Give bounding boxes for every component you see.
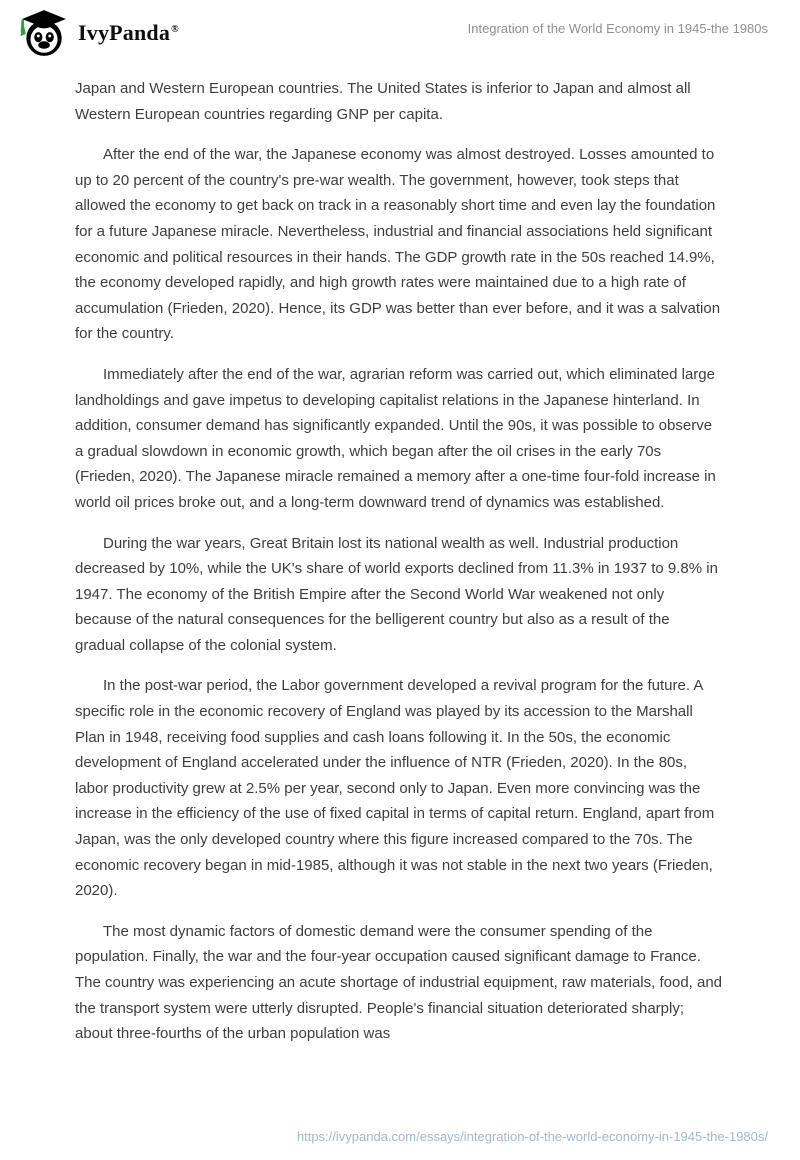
- document-title: Integration of the World Economy in 1945-the 1980s: [467, 21, 768, 36]
- brand-wordmark: IvyPanda: [78, 20, 171, 45]
- source-url-link[interactable]: https://ivypanda.com/essays/integration-of-the-world-economy-in-1945-the-1980s/: [296, 1129, 768, 1144]
- paragraph: Immediately after the end of the war, agrarian reform was carried out, which eliminated large landholdings and gave impetus to developing capitalist relations in the Japanese hinterland. In addition, consumer demand has significantly expanded. Until the 90s, it was possible to observe a gradual slowdown in economic growth, which began after the oil crises in the early 70s (Frieden, 2020). The Japanese miracle remained a memory after a one-time four-fold increase in world oil prices broke out, and a long-term downward trend of dynamics was established.: [75, 365, 716, 511]
- paragraph: The most dynamic factors of domestic demand were the consumer spending of the population. Finally, the war and the four-year occupation caused significant damage to France. The country was experiencing an acute shortage of industrial equipment, raw materials, food, and the transport system were utterly disrupted. People's financial situation deteriorated sharply; about three-fourths of the urban population was: [75, 922, 723, 1043]
- page-footer: [297, 1128, 768, 1146]
- paragraph: Japan and Western European countries. The United States is inferior to Japan and almost all Western European countries regarding GNP per capita.: [75, 80, 691, 123]
- page-header: [0, 0, 800, 64]
- paragraph: After the end of the war, the Japanese economy was almost destroyed. Losses amounted to up to 20 percent of the country's pre-war wealth. The government, however, took steps that allowed the economy to get back on track in a reasonably short time and even lay the foundation for a future Japanese miracle. Nevertheless, industrial and financial associations held significant economic and political resources in their hands. The GDP growth rate in the 50s reached 14.9%, the economy developed rapidly, and high growth rates were maintained due to a high rate of accumulation (Frieden, 2020). Hence, its GDP was better than ever before, and it was a salvation for the country.: [75, 146, 721, 343]
- paragraph: During the war years, Great Britain lost its national wealth as well. Industrial production decreased by 10%, while the UK's share of world exports declined from 11.3% in 1937 to 9.8% in 1947. The economy of the British Empire after the Second World War weakened not only because of the natural consequences for the belligerent country but also as a result of the gradual collapse of the colonial system.: [75, 534, 718, 654]
- registered-trademark: ®: [171, 23, 179, 35]
- essay-content: [0, 64, 800, 1047]
- ivypanda-logo[interactable]: [18, 8, 179, 58]
- panda-graduation-cap-icon: [18, 8, 68, 58]
- brand-name: [78, 22, 179, 44]
- paragraph: In the post-war period, the Labor government developed a revival program for the future. A specific role in the economic recovery of England was played by its accession to the Marshall Plan in 1948, receiving food supplies and cash loans following it. In the 50s, the economic development of England accelerated under the influence of NTR (Frieden, 2020). In the 80s, labor productivity grew at 2.5% per year, second only to Japan. Even more convincing was the increase in the efficiency of the use of fixed capital in terms of capital return. England, apart from Japan, was the only developed country where this figure increased compared to the 70s. The economic recovery began in mid-1985, although it was not stable in the next two years (Frieden, 2020).: [75, 677, 715, 900]
